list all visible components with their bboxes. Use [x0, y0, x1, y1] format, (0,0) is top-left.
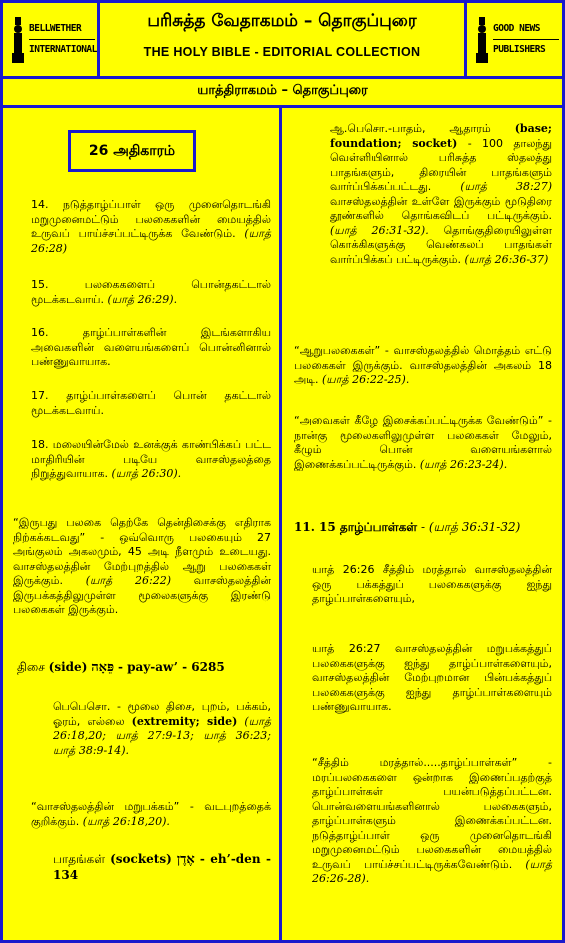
verse-ref: (யாத் 26:29).	[107, 292, 178, 306]
logo-text-line: PUBLISHERS	[493, 44, 546, 55]
def-text: - 100 தாலந்து வெள்ளியினால் பரிசுத்த ஸ்தலத்து பாதங்களும், திரையின் பாதங்களும் வார்ப்பிக்கப்பட்டது.	[330, 136, 552, 193]
term-tamil: பாதங்கள்	[53, 852, 106, 866]
verse-text: 17. தாழ்ப்பாள்களைப் பொன் தகட்டால் மூடக்கடவாய்.	[31, 389, 271, 417]
term-english: (sockets)	[110, 852, 172, 866]
def-text: தொங்குதிரையிலுள்ள கொக்கிகளுக்கு வெண்கலப் பாதங்கள் வார்ப்பிக்கப் பட்டிருக்கும்.	[330, 223, 552, 266]
verse-17	[31, 389, 271, 418]
definition-side	[53, 700, 271, 758]
verse-ref: (யாத் 26:28)	[31, 227, 272, 255]
paragraph-2	[31, 800, 271, 829]
para-ref: (யாத் 26:23-24).	[419, 457, 508, 471]
paragraph-4	[294, 414, 552, 472]
verse-16	[31, 326, 271, 370]
term-hebrew: אֶדֶן	[176, 852, 195, 867]
term-sockets	[53, 852, 271, 882]
tamil-title: பரிசுத்த வேதாகமம் – தொகுப்புரை	[147, 11, 417, 31]
paragraph-3	[294, 344, 552, 388]
torch-figure-icon	[473, 15, 491, 65]
term-tamil: திசை	[17, 660, 45, 674]
term-hebrew: פֵּאָה	[91, 660, 115, 675]
def-text: வாசஸ்தலத்தின் உள்ளே இருக்கும் மூடுதிரை தூண்களில் தொங்கவிடப் பட்டிருக்கும்.	[330, 194, 552, 222]
section-heading	[294, 520, 552, 535]
item-text: யாத் 26:27 வாசஸ்தலத்தின் மறுபக்கத்துப் பலகைகளுக்கு ஐந்து தாழ்ப்பாள்களையும், வாசஸ்தலத்தின் மேற்புறமான பின்பக்கத்துப் பலகைகளுக்கு ஐந்து தாழ்ப்பாள்களையும் பண்ணுவாயாக.	[312, 642, 552, 713]
verse-text: 14. நடுத்தாழ்ப்பாள் ஒரு முனைதொடங்கி மறுமுனைமட்டும் பலகைகளின் மையத்தில் உருவப் பாய்ச்சப்பட்டிருக்க வேண்டும்.	[31, 198, 271, 240]
para-ref: (யாத் 26:22-25).	[321, 373, 410, 386]
logo-text-line: BELLWETHER	[29, 19, 95, 40]
verse-14	[31, 198, 271, 256]
verse-18	[31, 438, 271, 482]
term-translit: - pay-aw’ - 6285	[117, 660, 225, 674]
term-english: (side)	[48, 660, 88, 674]
book-title: யாத்திராகமம் – தொகுப்புரை	[197, 83, 368, 98]
torch-figure-icon	[9, 15, 27, 65]
para-ref: (யாத் 26:18,20).	[82, 814, 170, 828]
publisher-logo-right	[467, 3, 562, 76]
term-translit: - eh’-den - 134	[53, 852, 271, 882]
para-text: “சீத்திம் மரத்தால்.....தாழ்ப்பாள்கள்” - மரப்பலகைகளை ஒன்றாக இணைப்பதற்குத் தாழ்ப்பாள்கள் பயன்படுத்தப்பட்டன. பொன்வளையங்களினால் பலகைகளும், தாழ்ப்பாள்களும் இணைக்கப்பட்டன. நடுத்தாழ்ப்பாள் ஒரு முனைதொடங்கி மறுமுனைமட்டும் பலகைகளின் மையத்தில் உருவப் பாய்ச்சப்பட்டிருக்கவேண்டும்.	[312, 756, 552, 871]
chapter-heading: 26 அதிகாரம்	[68, 130, 196, 172]
book-title-bar	[3, 79, 562, 105]
paragraph-1	[13, 516, 271, 618]
def-ref: (யாத் 26:31-32).	[330, 223, 429, 237]
item-26-27	[312, 642, 552, 715]
verse-ref: (யாத் 26:30).	[111, 467, 182, 480]
verse-text: 15. பலகைகளைப் பொன்தகட்டால் மூடக்கடவாய்.	[31, 278, 271, 306]
para-text: “அவைகள் கீழே இசைக்கப்பட்டிருக்க வேண்டும்” - நான்கு மூலைகளிலுமுள்ள பலகைகள் மேலும், கீழும் பொன் வளையங்களால் இணைக்கப்பட்டிருக்கும்.	[294, 414, 552, 471]
section-ref: - (யாத் 36:31-32)	[420, 520, 521, 534]
para-ref: (யாத் 26:22)	[85, 574, 171, 587]
def-english: (base; foundation; socket)	[330, 122, 552, 150]
definition-sockets	[330, 122, 552, 267]
verse-text: 18. மலையின்மேல் உனக்குக் காண்பிக்கப் பட்ட மாதிரியின் படியே வாசஸ்தலத்தை நிறுத்துவாயாக.	[31, 438, 271, 480]
right-column	[282, 108, 562, 940]
item-text: யாத் 26:26 சீத்திம் மரத்தால் வாசஸ்தலத்தின் ஒரு பக்கத்துப் பலகைகளுக்கு ஐந்து தாழ்ப்பாள்களையும்,	[312, 563, 552, 605]
publisher-logo-left	[3, 3, 97, 76]
paragraph-5	[312, 756, 552, 887]
def-text: பெபெசொ. - மூலை திசை, புறம், பக்கம், ஓரம், எல்லை	[53, 700, 271, 728]
para-text: “ஆறுபலகைகள்” - வாசஸ்தலத்தில் மொத்தம் எட்டு பலகைகள் இருக்கும். வாசஸ்தலத்தின் அகலம் 18 அடி.	[294, 344, 552, 386]
def-ref: (யாத் 38:27)	[460, 180, 553, 193]
def-ref: (யாத் 26:36-37)	[464, 252, 549, 266]
left-column	[3, 108, 279, 940]
title-banner	[100, 3, 464, 76]
logo-text-line: GOOD NEWS	[493, 19, 559, 40]
def-ref: (யாத் 26:18,20; யாத் 27:9-13; யாத் 36:23; யாத் 38:9-14).	[53, 714, 271, 757]
verse-15	[31, 278, 271, 307]
para-text: வாசஸ்தலத்தின் இருபக்கத்திலுமுள்ள மூலைகளுக்கு இரண்டு பலகைகள் இருக்கும்.	[13, 574, 272, 616]
english-title: THE HOLY BIBLE - EDITORIAL COLLECTION	[143, 45, 421, 59]
para-text: “வாசஸ்தலத்தின் மறுபக்கம்” - வடபுறத்தைக் குறிக்கும்.	[31, 800, 271, 828]
para-text: “இருபது பலகை தெற்கே தென்திசைக்கு எதிராக நிற்கக்கடவது” - ஒவ்வொரு பலகையும் 27 அங்குலம் அகலமும், 45 அடி நீளமும் உடையது. வாசஸ்தலத்தின் மேற்புறத்தில் ஆறு பலகைகள் இருக்கும்.	[13, 516, 271, 587]
verse-text: 16. தாழ்ப்பாள்களின் இடங்களாகிய அவைகளின் வளையங்களைப் பொன்னினால் பண்ணுவாயாக.	[31, 326, 271, 368]
item-26-26	[312, 563, 552, 607]
def-text: ஆ.பெசொ.-பாதம், ஆதாரம்	[330, 122, 491, 135]
def-english: (extremity; side)	[131, 714, 238, 728]
para-ref: (யாத் 26:26-28).	[312, 857, 552, 885]
term-side	[17, 660, 271, 676]
section-title: 11. 15 தாழ்ப்பாள்கள்	[294, 520, 418, 534]
logo-text-line: INTERNATIONAL	[29, 44, 97, 55]
